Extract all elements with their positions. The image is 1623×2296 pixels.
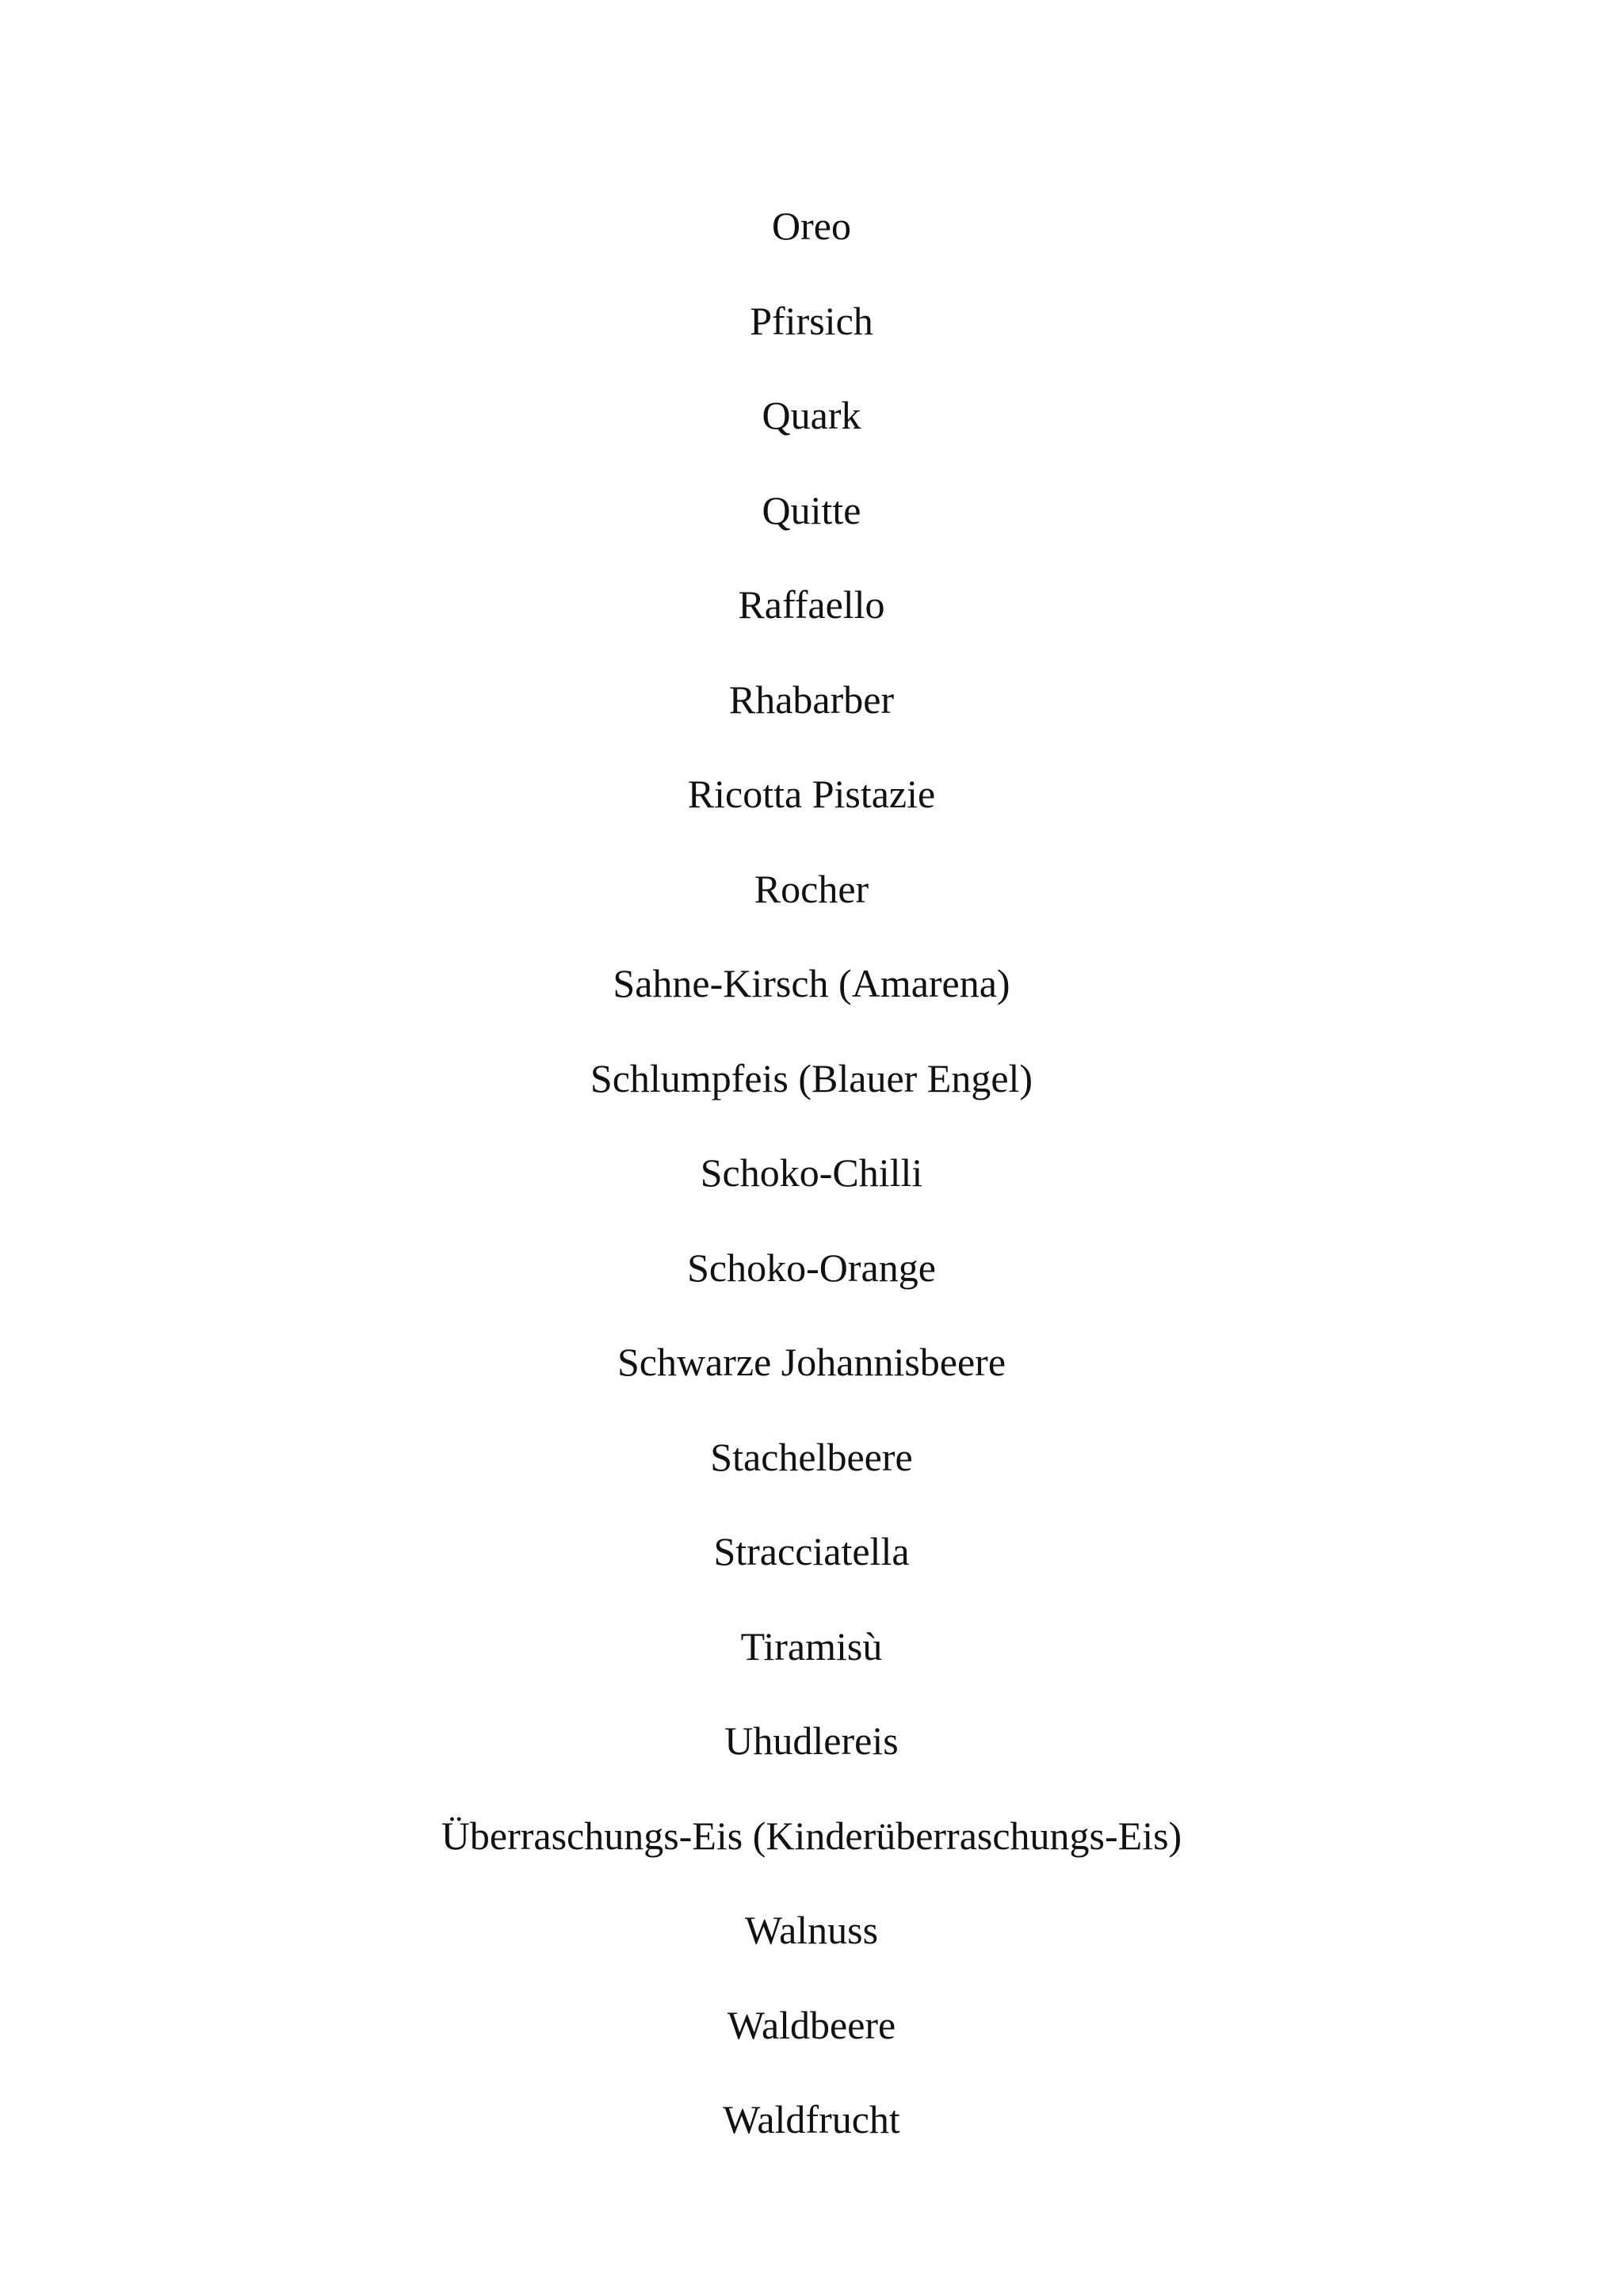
flavor-item-schoko-orange: Schoko-Orange (687, 1245, 936, 1290)
flavor-item-pfirsich: Pfirsich (750, 298, 873, 343)
flavor-item-ricotta-pistazie: Ricotta Pistazie (687, 772, 936, 816)
flavor-item-tiramisu: Tiramisù (740, 1623, 883, 1669)
flavor-item-raffaello: Raffaello (738, 582, 885, 627)
flavor-item-schwarze-johannisbeere: Schwarze Johannisbeere (617, 1340, 1006, 1384)
flavor-item-schoko-chilli: Schoko-Chilli (700, 1150, 923, 1195)
flavor-item-stachelbeere: Stachelbeere (710, 1434, 913, 1479)
flavor-item-uhudlereis: Uhudlereis (724, 1718, 899, 1763)
flavor-list (0, 190, 1623, 2179)
flavor-item-ueberraschungs-eis: Überraschungs-Eis (Kinderüberraschungs-Eis) (441, 1813, 1182, 1858)
flavor-item-sahne-kirsch: Sahne-Kirsch (Amarena) (613, 961, 1010, 1005)
flavor-item-stracciatella: Stracciatella (713, 1529, 910, 1573)
flavor-item-quark: Quark (762, 393, 861, 437)
flavor-item-quitte: Quitte (762, 487, 861, 532)
flavor-item-schlumpfeis: Schlumpfeis (Blauer Engel) (590, 1055, 1033, 1100)
flavor-item-walnuss: Walnuss (744, 1908, 879, 1952)
flavor-item-rocher: Rocher (754, 866, 869, 911)
flavor-item-waldbeere: Waldbeere (727, 2002, 896, 2047)
flavor-item-rhabarber: Rhabarber (728, 677, 895, 722)
flavor-item-waldfrucht: Waldfrucht (723, 2097, 900, 2142)
flavor-item-oreo: Oreo (772, 204, 851, 248)
